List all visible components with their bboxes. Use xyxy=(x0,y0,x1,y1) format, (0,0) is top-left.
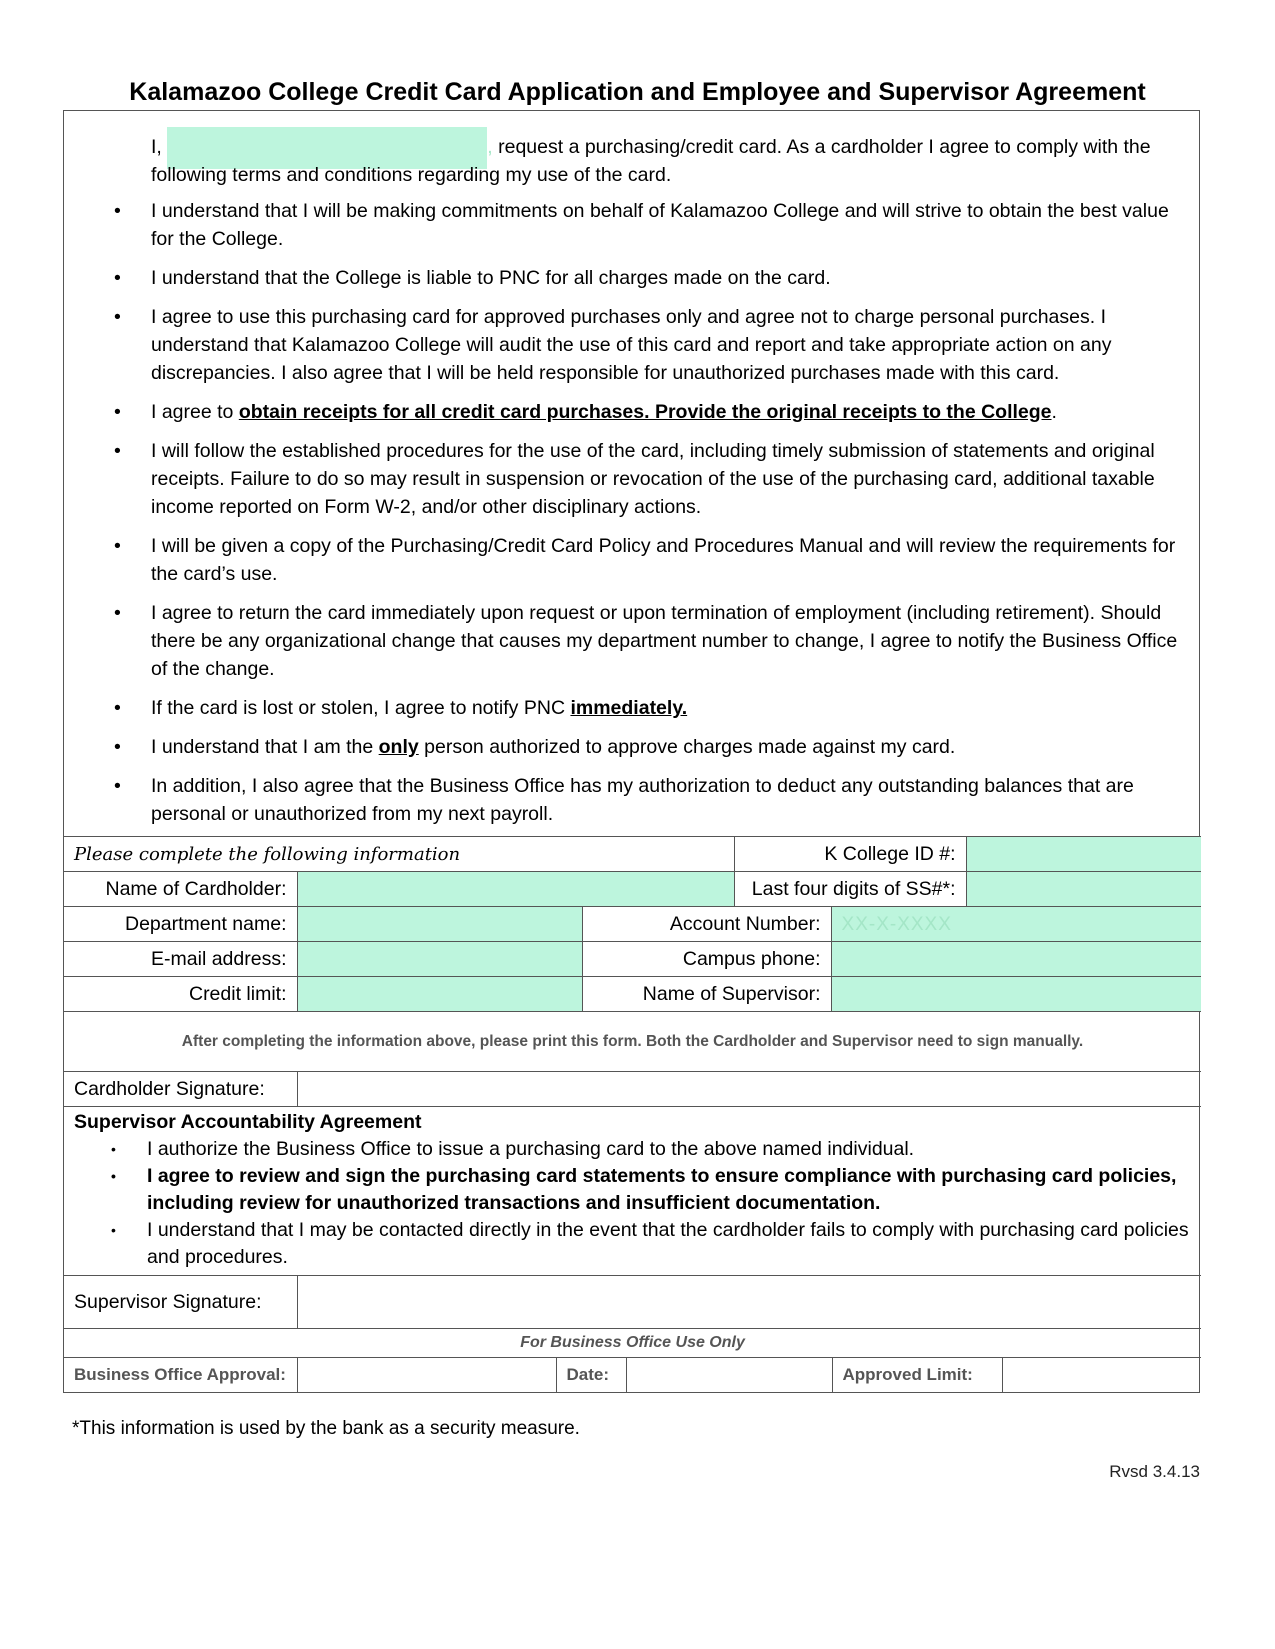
term-text: If the card is lost or stolen, I agree to notify PNC xyxy=(151,697,571,719)
account-input[interactable] xyxy=(831,907,1201,942)
term-text: I understand that I will be making commitments on behalf of Kalamazoo College and will strive to obtain the best value for the College. xyxy=(151,200,1169,250)
department-input[interactable] xyxy=(297,907,582,942)
term-emphasis: only xyxy=(378,736,419,758)
bullet-icon: • xyxy=(114,200,121,222)
bullet-icon: • xyxy=(114,267,121,289)
supervisor-name-input[interactable] xyxy=(831,977,1201,1012)
supervisor-agreement-row xyxy=(64,1107,1201,1276)
term-text: person authorized to approve charges made against my card. xyxy=(418,736,956,758)
bullet-icon: • xyxy=(114,306,121,328)
supervisor-heading: Supervisor Accountability Agreement xyxy=(74,1111,422,1133)
supervisor-term-text: I understand that I may be contacted directly in the event that the cardholder fails to comply with purchasing card policies and procedures. xyxy=(147,1219,1189,1268)
account-label: Account Number: xyxy=(582,907,831,942)
date-field[interactable] xyxy=(626,1357,832,1392)
term-emphasis: immediately. xyxy=(570,697,688,719)
term-text: I understand that the College is liable to PNC for all charges made on the card. xyxy=(151,267,831,289)
kid-label: K College ID #: xyxy=(734,837,966,872)
supervisor-terms xyxy=(74,1136,1191,1271)
intro-comma: , xyxy=(487,136,493,158)
ss-label: Last four digits of SS#*: xyxy=(734,872,966,907)
business-office-header-row xyxy=(64,1329,1201,1357)
business-office-heading: For Business Office Use Only xyxy=(64,1329,1201,1357)
intro-text: request a purchasing/credit card. As a cardholder I agree to comply with the following terms and conditions regarding my use of the card. xyxy=(151,136,1151,186)
supervisor-term xyxy=(74,1136,1191,1163)
kid-input[interactable] xyxy=(966,837,1201,872)
bullet-icon: • xyxy=(114,602,121,624)
term-text: . xyxy=(1051,401,1057,423)
security-footnote: *This information is used by the bank as a security measure. xyxy=(72,1418,580,1439)
term-item xyxy=(64,398,1185,426)
info-row xyxy=(64,977,1201,1012)
cardholder-info-table xyxy=(64,836,1201,1329)
business-office-table xyxy=(64,1329,1201,1392)
bullet-icon: • xyxy=(114,775,121,797)
info-row xyxy=(64,907,1201,942)
supervisor-signature-field[interactable] xyxy=(297,1276,1201,1329)
bullet-icon: • xyxy=(114,736,121,758)
revision-label: Rvsd 3.4.13 xyxy=(1109,1462,1200,1481)
business-office-row xyxy=(64,1357,1201,1392)
cardholder-agreement xyxy=(64,111,1199,836)
supervisor-signature-row xyxy=(64,1276,1201,1329)
term-text: I agree to use this purchasing card for approved purchases only and agree not to charge personal purchases. I understand that Kalamazoo College will audit the use of this card and report and take appropriate action on any discrepancies. I also agree that I will be held responsible for unauthorized purchases made with this card. xyxy=(151,306,1112,384)
terms-list xyxy=(64,197,1185,828)
bullet-icon: • xyxy=(114,535,121,557)
approved-limit-label: Approved Limit: xyxy=(832,1357,1002,1392)
limit-input[interactable] xyxy=(297,977,582,1012)
term-text: I agree to xyxy=(151,401,239,423)
name-label: Name of Cardholder: xyxy=(64,872,297,907)
name-input[interactable] xyxy=(297,872,734,907)
cardholder-signature-row xyxy=(64,1072,1201,1107)
ss-input[interactable] xyxy=(966,872,1201,907)
info-row xyxy=(64,872,1201,907)
supervisor-term xyxy=(74,1217,1191,1271)
account-placeholder: XX-X-XXXX xyxy=(841,913,952,935)
department-label: Department name: xyxy=(64,907,297,942)
supervisor-agreement xyxy=(64,1107,1201,1276)
info-instructions: Please complete the following information xyxy=(64,837,734,872)
supervisor-term xyxy=(74,1163,1191,1217)
bullet-icon: • xyxy=(111,1168,116,1184)
form-frame xyxy=(63,110,1200,1393)
term-item xyxy=(64,532,1185,588)
form-title: Kalamazoo College Credit Card Application and Employee and Supervisor Agreement xyxy=(129,78,1146,106)
info-row xyxy=(64,837,1201,872)
phone-input[interactable] xyxy=(831,942,1201,977)
intro-prefix: I, xyxy=(151,136,162,158)
term-item xyxy=(64,733,1185,761)
term-item xyxy=(64,772,1185,828)
limit-label: Credit limit: xyxy=(64,977,297,1012)
info-row xyxy=(64,942,1201,977)
term-emphasis: obtain receipts for all credit card purchases. Provide the original receipts to the College xyxy=(238,401,1052,423)
term-text: I will be given a copy of the Purchasing/Credit Card Policy and Procedures Manual and will review the requirements for the card’s use. xyxy=(151,535,1176,585)
term-text: I will follow the established procedures for the use of the card, including timely submission of statements and original receipts. Failure to do so may result in suspension or revocation of the use of the purchasing card, additional taxable income reported on Form W-2, and/or other disciplinary actions. xyxy=(151,440,1155,518)
note-row xyxy=(64,1012,1201,1072)
bullet-icon: • xyxy=(111,1222,116,1238)
agreement-intro xyxy=(64,127,1185,189)
cardholder-signature-field[interactable] xyxy=(297,1072,1201,1107)
approved-limit-field[interactable] xyxy=(1002,1357,1201,1392)
bullet-icon: • xyxy=(114,401,121,423)
term-item xyxy=(64,264,1185,292)
term-item xyxy=(64,599,1185,683)
approval-label: Business Office Approval: xyxy=(64,1357,297,1392)
date-label: Date: xyxy=(556,1357,626,1392)
supervisor-term-text: I agree to review and sign the purchasing card statements to ensure compliance with purchasing card policies, including review for unauthorized transactions and insufficient documentation. xyxy=(147,1165,1177,1214)
term-item xyxy=(64,303,1185,387)
email-input[interactable] xyxy=(297,942,582,977)
phone-label: Campus phone: xyxy=(582,942,831,977)
cardholder-signature-label: Cardholder Signature: xyxy=(64,1072,297,1107)
supervisor-name-label: Name of Supervisor: xyxy=(582,977,831,1012)
bullet-icon: • xyxy=(114,697,121,719)
cardholder-name-input[interactable] xyxy=(167,127,487,169)
term-item xyxy=(64,197,1185,253)
bullet-icon: • xyxy=(111,1141,116,1157)
term-item xyxy=(64,694,1185,722)
term-text: I understand that I am the xyxy=(151,736,379,758)
email-label: E-mail address: xyxy=(64,942,297,977)
term-text: I agree to return the card immediately upon request or upon termination of employment (including retirement). Should there be any organizational change that causes my department number to change, I agree to notify the Business Office of the change. xyxy=(151,602,1178,680)
term-text: In addition, I also agree that the Business Office has my authorization to deduct any outstanding balances that are personal or unauthorized from my next payroll. xyxy=(151,775,1134,825)
term-item xyxy=(64,437,1185,521)
bullet-icon: • xyxy=(114,440,121,462)
approval-field[interactable] xyxy=(297,1357,556,1392)
supervisor-term-text: I authorize the Business Office to issue a purchasing card to the above named individual. xyxy=(147,1138,915,1160)
print-note: After completing the information above, please print this form. Both the Cardholder and Supervisor need to sign manually. xyxy=(64,1012,1201,1072)
supervisor-signature-label: Supervisor Signature: xyxy=(64,1276,297,1329)
